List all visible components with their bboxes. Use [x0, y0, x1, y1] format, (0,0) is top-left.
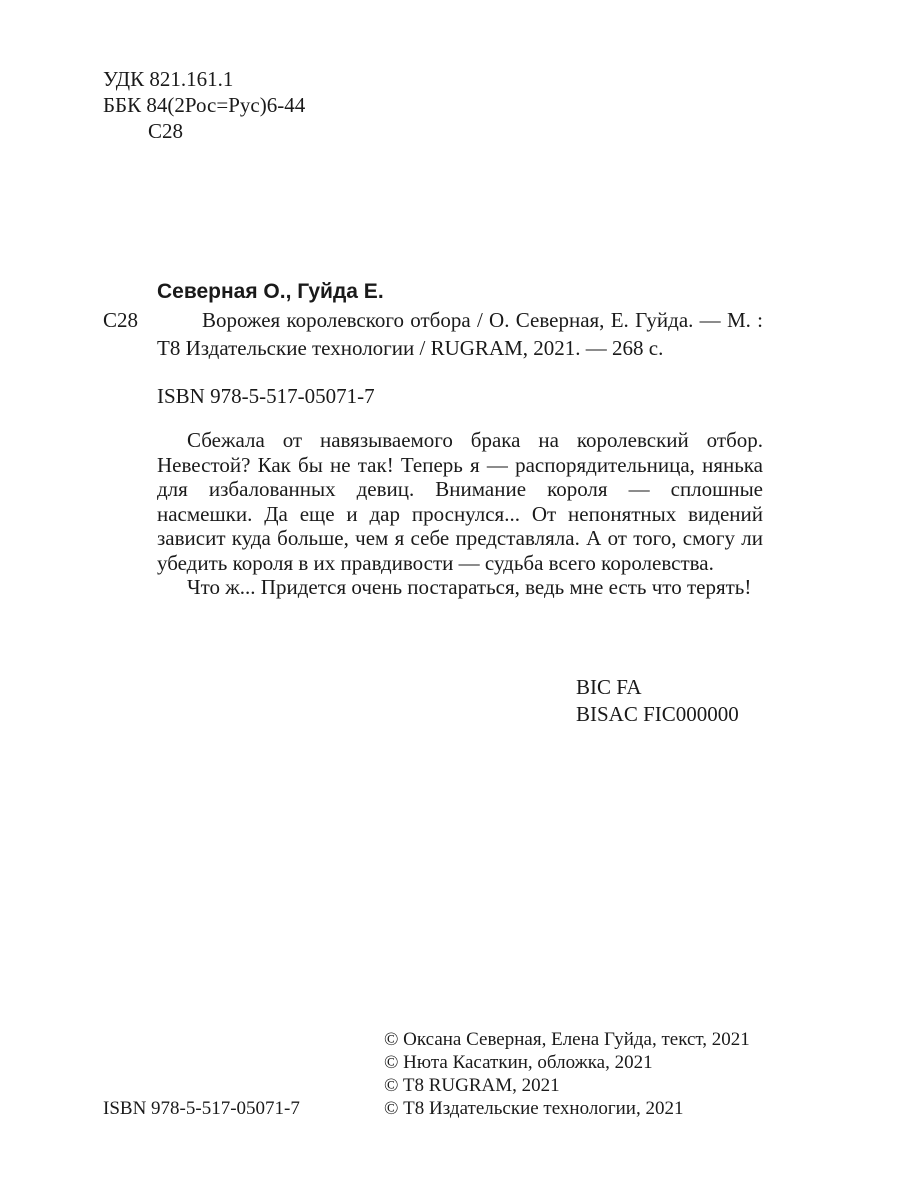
bibliographic-description: Ворожея королевского отбора / О. Северная, Е. Гуйда. — М. : Т8 Издательские технологии / RUGRAM, 2021. — 268 с. [157, 308, 763, 360]
copyright-line: © Оксана Северная, Елена Гуйда, текст, 2021 [384, 1029, 750, 1050]
isbn-record: ISBN 978-5-517-05071-7 [157, 384, 375, 408]
copyright-line: © Т8 Издательские технологии, 2021 [384, 1098, 684, 1119]
bbk-code: ББК 84(2Рос=Рус)6-44 [103, 93, 306, 117]
isbn-footer: ISBN 978-5-517-05071-7 [103, 1098, 300, 1119]
udk-code: УДК 821.161.1 [103, 67, 234, 91]
copyright-block [384, 1028, 750, 1120]
annotation-paragraph: Сбежала от навязываемого брака на королевский отбор. Невестой? Как бы не так! Теперь я — распорядительница, нянька для избалованных девиц. Внимание короля — сплошные насмешки. Да еще и дар проснулся... От непонятных видений зависит куда больше, чем я себе представляла. А от того, смогу ли убедить короля в их правдивости — судьба всего королевства. [157, 428, 763, 575]
bisac-code: BISAC FIC000000 [576, 702, 739, 726]
copyright-line: © Нюта Касаткин, обложка, 2021 [384, 1052, 653, 1073]
authors-heading: Северная О., Гуйда Е. [157, 280, 384, 303]
author-mark-side: С28 [103, 308, 139, 332]
bic-code: BIC FA [576, 675, 642, 699]
annotation-paragraph: Что ж... Придется очень постараться, ведь мне есть что терять! [187, 575, 752, 599]
author-mark: С28 [148, 119, 184, 143]
classification-block [103, 66, 305, 144]
subject-codes [576, 674, 739, 728]
copyright-line: © T8 RUGRAM, 2021 [384, 1075, 560, 1096]
annotation [157, 428, 763, 600]
